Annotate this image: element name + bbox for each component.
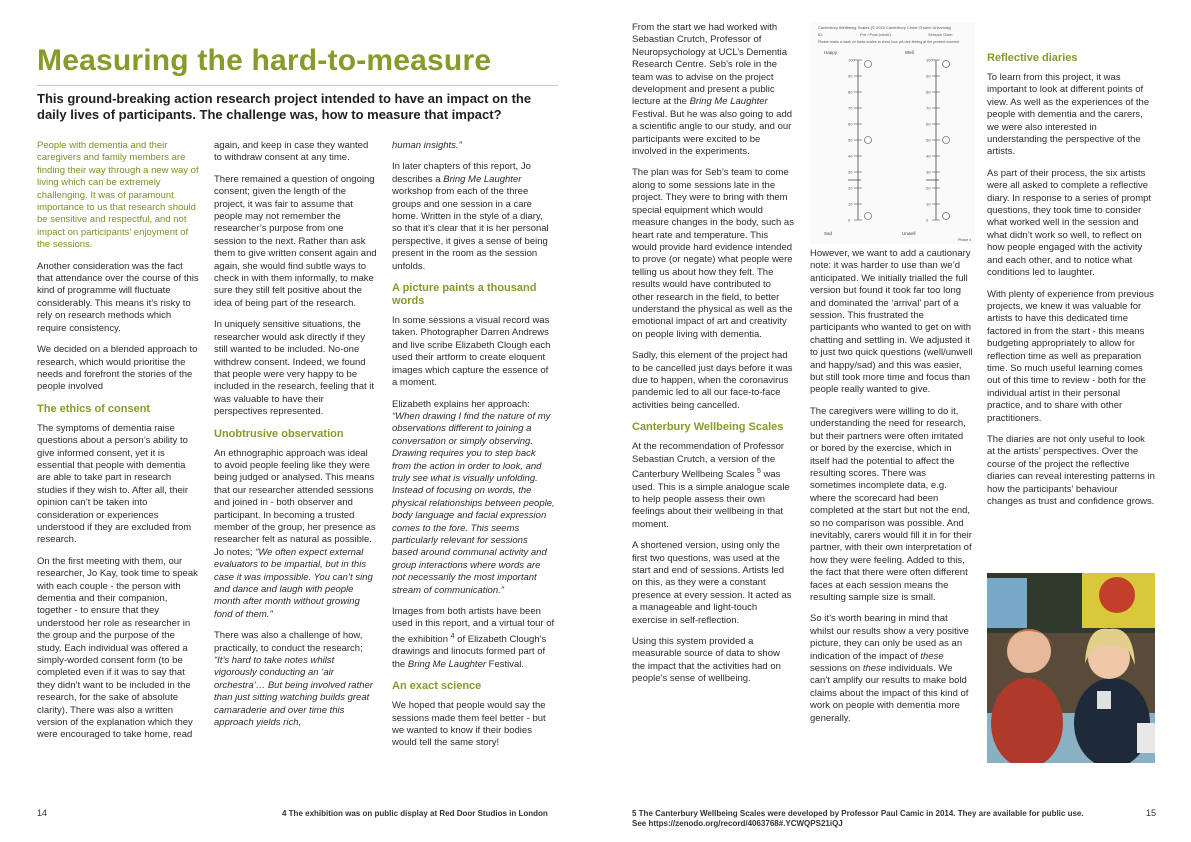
- paragraph: [392, 606, 555, 671]
- paragraph: The diaries are not only useful to look at the artists’ perspectives. Over the course of the project the reflective diaries can reveal interesting patterns in how the participants’ behaviour changes as trust and confidence grows.: [987, 433, 1155, 507]
- scale-right-top-label: Well: [905, 50, 914, 55]
- paragraph: We hoped that people would say the sessions made them feel better - but we wanted to know if their bodies would tell the same story!: [392, 700, 546, 749]
- scale-field-id: ID:: [818, 32, 824, 37]
- scale-tick-label: 80: [848, 89, 853, 95]
- photo-laughing-women: [987, 573, 1155, 763]
- paragraph: With plenty of experience from previous projects, we knew it was valuable for artists to have this dedicated time factored in from the start - this means budgeting appropriately to allow for reflection time as well as preparation time. So much useful learning comes out of this time to review - both for the individual artist in their personal practice, and to share with other practitioners.: [987, 288, 1154, 424]
- paragraph: [392, 161, 555, 273]
- footnote-4: 4 The exhibition was on public display at Red Door Studios in London: [282, 809, 548, 818]
- page-title: Measuring the hard-to-measure: [37, 44, 492, 77]
- paragraph: As part of their process, the six artists were all asked to complete a reflective diary. In response to a series of prompt questions, they took time to consider what worked well in the session and what didn’t work so well, to reflect on how people engaged with the activity and each other, and to notice what conditions led to laughter.: [987, 167, 1152, 279]
- section-heading-diaries: Reflective diaries: [987, 52, 1078, 64]
- scale-tick-label: 60: [926, 121, 931, 127]
- footnote-5: [632, 809, 1112, 829]
- face-happy-icon: [865, 61, 872, 68]
- text-run: Elizabeth explains her approach:: [392, 398, 530, 410]
- paragraph: The caregivers were willing to do it, understanding the need for research, but their partners were often irritated or bored by the exercise, which in itself had the potential to affect the resulting scores. There was sometimes incomplete data, e.g. where the scorecard had been completed at the start but not the end, so no comparison was possible. And inevitably, carers would fill it in for their partner, with their own interpretation of how they were feeling. Added to this, the fact that there were often different faces at each session means the resulting sample size is small.: [810, 405, 972, 603]
- text-run: Images from both artists have been used in this report, and a virtual tour of the exhibition: [392, 606, 555, 645]
- text-run: was used. This is a simple analogue scale to help people assess their own feelings about their wellbeing in that moment.: [632, 469, 790, 530]
- column-2: [214, 140, 377, 738]
- wellbeing-scale-image: [810, 22, 975, 244]
- intro-text: This ground-breaking action research project intended to have an impact on the daily lives of participants. The challenge was, how to measure that impact?: [37, 91, 532, 122]
- paragraph: People with dementia and their caregivers and family members are finding their way through a new way of living which can be extremely challenging. It was of paramount importance to us that research should be sensitive and respectful, and not impact on participants’ enjoyment of the sessions.: [37, 140, 199, 251]
- paragraph: In uniquely sensitive situations, the researcher would ask directly if they still wanted to be included. No-one withdrew consent. Indeed, we found that people were very happy to be included in the research, feeling that it was valuable to have their perspectives represented.: [214, 319, 375, 418]
- column-4: [632, 22, 795, 695]
- scale-tick-label: 50: [926, 137, 931, 143]
- person-left-face: [1007, 629, 1051, 673]
- cup: [1137, 723, 1155, 753]
- section-heading-observation: Unobtrusive observation: [214, 427, 344, 440]
- scale-left: [848, 58, 872, 223]
- wellbeing-scale-svg: [810, 22, 975, 244]
- paragraph: [392, 399, 555, 598]
- text-run: In later chapters of this report, Jo describes a: [392, 161, 531, 185]
- scale-tick-label: 30: [848, 169, 853, 175]
- text-run: There was also a challenge of how, practically, to conduct the research;: [214, 630, 363, 654]
- footnote-5-line-1: 5 The Canterbury Wellbeing Scales were developed by Professor Paul Camic in 2014. They are available for public use.: [632, 809, 1084, 818]
- scale-right: [926, 58, 950, 223]
- text-run: An ethnographic approach was ideal to avoid people feeling like they were being judged or analysed. This means that our researcher attended sessions and joined in - both observer and participant. In becoming a trusted member of the group, her presence as researcher felt as natural as possible. Jo notes;: [214, 447, 376, 558]
- paragraph: Using this system provided a measurable source of data to show the impact that the activities had on people’s sense of wellbeing.: [632, 636, 781, 685]
- paragraph: [632, 441, 795, 531]
- scale-heading: Canterbury Wellbeing Scales (© 2015 Canterbury Christ Church University): [818, 25, 952, 30]
- scale-page-label: Phase 4: [958, 238, 972, 242]
- paragraph: [214, 448, 377, 622]
- column-3: [392, 140, 555, 759]
- paragraph: To learn from this project, it was important to look at different points of view. As well as the experiences of the people with dementia and the carers, we were also interested in understanding the perspective of the artists.: [987, 72, 1150, 158]
- text-run: From the start we had worked with Sebastian Crutch, Professor of Neuropsychology at UCL’s Dementia Research Centre. Seb’s role in the team was to advise on the project development and present a public lecture at the: [632, 22, 788, 108]
- text-run: Festival. But he was also going to add a scientific angle to our study, and our participants were excited to be involved in the experiments.: [632, 108, 793, 158]
- quote: “We often expect external evaluators to be impartial, but in this case it was impossible. You can’t sing and dance and laugh with people month after month without growing fond of them.”: [214, 546, 373, 620]
- scale-tick-label: 20: [848, 185, 853, 191]
- paragraph: [214, 630, 377, 729]
- scale-right-bottom-label: Unwell: [902, 231, 916, 236]
- scale-field-prepost: Pre / Post (circle): [860, 32, 891, 37]
- text-run: of Elizabeth Clough’s drawings and linocuts formed part of the: [392, 633, 547, 670]
- scale-tick-label: 20: [926, 185, 931, 191]
- paragraph: Sadly, this element of the project had to be cancelled just days before it was due to happen, when the coronavirus pandemic led to all our face-to-face activities being cancelled.: [632, 350, 793, 411]
- scale-tick-label: 70: [926, 105, 931, 111]
- section-heading-exact-science: An exact science: [392, 680, 482, 693]
- section-heading-picture: A picture paints a thousand words: [392, 282, 537, 308]
- paragraph: We decided on a blended approach to research, which would prioritise the needs and forefront the stories of the people involved: [37, 344, 198, 393]
- window: [987, 578, 1027, 628]
- scale-tick-label: 0: [848, 217, 851, 223]
- scale-instruction: Please make a mark on these scales to show how you are feeling at the present moment: [818, 40, 960, 44]
- paragraph: [810, 613, 973, 725]
- section-heading-ethics: The ethics of consent: [37, 402, 151, 415]
- scale-tick-label: 40: [848, 153, 853, 159]
- face-sad-icon: [943, 213, 950, 220]
- text-run: individuals. We can’t amplify our results to make bold claims about the impact of this kind of work on people with dementia more generally.: [810, 663, 969, 724]
- column-6: [987, 50, 1155, 517]
- paragraph: [392, 140, 555, 152]
- column-1: [37, 140, 199, 751]
- paragraph: There remained a question of ongoing consent; given the length of the project, it was fair to assume that people may not remember the researcher’s purpose from one session to the next. Rather than ask them to give written consent again and again, she would find subtle ways to check in with them informally, to make sure they still felt positive about the idea of being part of the research.: [214, 173, 377, 309]
- face-sad-icon: [865, 213, 872, 220]
- scale-tick-label: 40: [926, 153, 931, 159]
- paragraph: The symptoms of dementia raise questions about a person’s ability to give informed consent, yet it is essential that people with dementia are able to take part in research studies if they wish to. After all, their opinion can’t be taken into consideration or experiences understood if they are excluded from research.: [37, 422, 192, 546]
- title-ref: Bring Me Laughter: [689, 96, 768, 108]
- quote: “It’s hard to take notes whilst vigorously conducting an ‘air orchestra’… But being involved rather than just sitting watching builds great camaraderie and over time this approach yields rich,: [214, 655, 373, 729]
- paragraph: However, we want to add a cautionary note: it was harder to use than we’d anticipated. We initially trialled the full version but found it took far too long and dominated the ‘arrival’ part of a session. This frustrated the participants who wanted to get on with chatting and settling in. We adjusted it to just two quick questions (well/unwell and happy/sad) and this was easier, but still took more time and focus than people really wanted to give.: [810, 248, 973, 396]
- title-ref: Bring Me Laughter: [443, 173, 522, 185]
- paragraph: In some sessions a visual record was taken. Photographer Darren Andrews and live scribe Elizabeth Clough each used their artform to create eloquent images which capture the essence of a moment.: [392, 315, 551, 389]
- text-run: So it’s worth bearing in mind that whilst our results show a very positive picture, they can only be used as an indication of the impact of: [810, 613, 969, 662]
- page-number-right: 15: [1146, 808, 1157, 818]
- scale-left-bottom-label: Sad: [824, 231, 833, 236]
- paragraph: A shortened version, using only the first two questions, was used at the start and end of sessions. Artists led on this, as they were a constant presence at every session. It acted as a manageable and light-touch exercise in self-reflection.: [632, 540, 792, 626]
- scale-tick-label: 10: [926, 201, 931, 207]
- footnote-ref[interactable]: 4: [450, 632, 455, 640]
- quote: “When drawing I find the nature of my observations different to joining a conversation or simply observing. Drawing requires you to step back from the action in order to look, and truly see what is visually unfolding. Instead of focusing on words, the physical relationships between people, body language and facial expression comes to the fore. This seems particularly relevant for sessions based around communal activity and group interactions where words are not necessarily the most important stream of communication.”: [392, 410, 555, 596]
- scale-tick-label: 90: [848, 73, 853, 79]
- text-run: At the recommendation of Professor Sebastian Crutch, a version of the Canterbury Wellbeing Scales: [632, 441, 785, 481]
- scale-tick-label: 10: [848, 201, 853, 207]
- paragraph: The plan was for Seb’s team to come along to some sessions late in the project. They were to bring with them special equipment which would measure changes in the body, such as heart rate and temperature. This would provide hard evidence intended to prove (or negate) what people were telling us about how they felt. The results would have contributed to other research in the field, to better understand the physical as well as the emotional impact of art and creativity on people living with dementia.: [632, 167, 794, 340]
- face-neutral-icon: [943, 137, 950, 144]
- scale-tick-label: 100: [848, 57, 855, 63]
- scale-tick-label: 90: [926, 73, 931, 79]
- scale-tick-label: 50: [848, 137, 853, 143]
- paragraph: On the first meeting with them, our researcher, Jo Kay, took time to speak with each couple - the person with dementia and their companion, together - to ensure that they understood her role as researcher in the group and the purpose of the study. Each individual was offered a simply-worded consent form (to be completed even if it was to say that they didn’t want to be included in the research, for the sake of absolute clarity). There was also a written version of the explanation which they were encouraged to take home, read: [37, 555, 198, 741]
- name-badge: [1097, 691, 1111, 709]
- scale-tick-label: 100: [926, 57, 933, 63]
- emphasis: these: [920, 650, 944, 662]
- scale-tick-label: 30: [926, 169, 931, 175]
- title-rule: [37, 85, 558, 86]
- paragraph: [632, 22, 795, 158]
- paragraph: Another consideration was the fact that attendance over the course of this kind of programme will fluctuate considerably. This means it’s risky to rely on research methods which require consistency.: [37, 260, 199, 334]
- footnote-ref[interactable]: 5: [756, 468, 761, 475]
- footnote-5-link[interactable]: See https://zenodo.org/record/4063768#.YCWQPS21iQJ: [632, 819, 843, 828]
- quote: human insights.”: [392, 140, 462, 151]
- scale-left-top-label: Happy: [824, 50, 838, 55]
- paragraph: again, and keep in case they wanted to withdraw consent at any time.: [214, 140, 369, 164]
- text-run: Festival.: [486, 658, 525, 670]
- text-run: workshop from each of the three groups and one session in a care home. Written in the style of a diary, so that it’s clear that it is her personal perspective, it gives a sense of being present in the room as the session unfolds.: [392, 186, 549, 272]
- photo-illustration: [987, 573, 1155, 763]
- section-heading-canterbury: Canterbury Wellbeing Scales: [632, 421, 784, 434]
- page-number-left: 14: [37, 808, 48, 818]
- emphasis: these: [862, 663, 887, 674]
- scale-tick-label: 60: [848, 121, 853, 127]
- scale-tick-label: 70: [848, 105, 853, 111]
- face-neutral-icon: [865, 137, 872, 144]
- scale-tick-label: 80: [926, 89, 931, 95]
- text-run: sessions on: [810, 663, 863, 674]
- title-ref: Bring Me Laughter: [407, 658, 487, 670]
- face-happy-icon: [943, 61, 950, 68]
- scale-field-session: Session Date:: [928, 32, 953, 37]
- column-5: [810, 248, 973, 734]
- scale-tick-label: 0: [926, 217, 929, 223]
- poster-shape: [1099, 577, 1135, 613]
